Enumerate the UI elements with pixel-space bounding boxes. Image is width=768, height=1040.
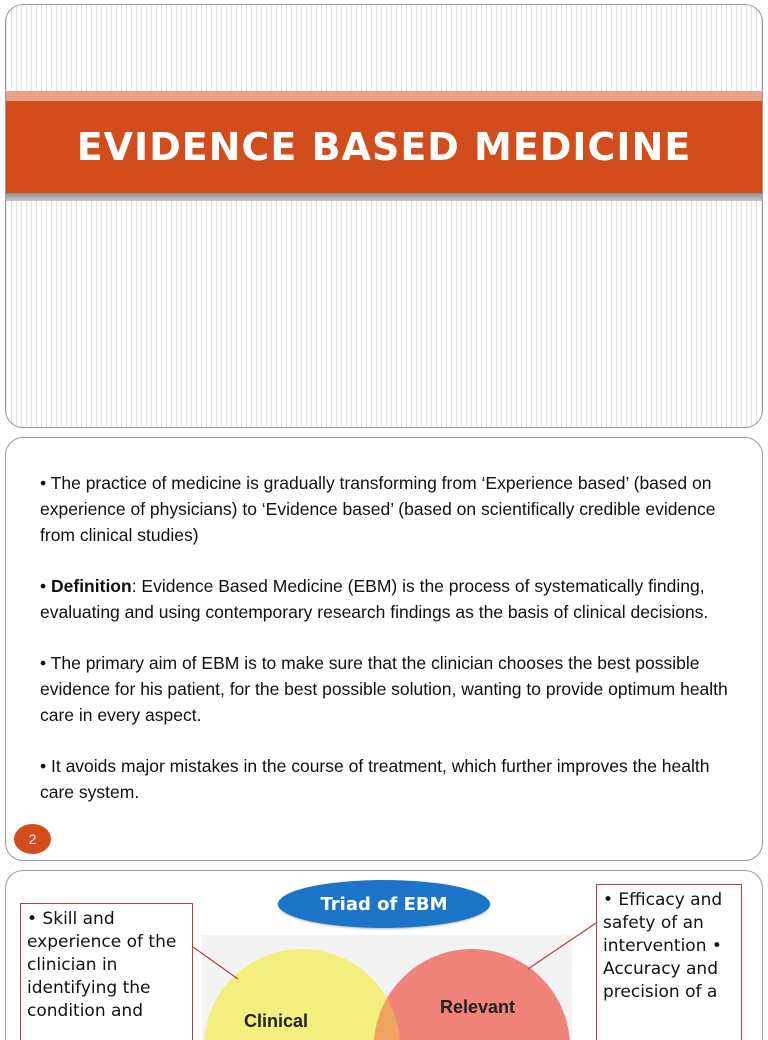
triad-slide (5, 870, 763, 1040)
title-band (6, 101, 762, 193)
title-band-shadow (6, 193, 762, 201)
bullet-item: • It avoids major mistakes in the course of treatment, which further improves the health care system. (40, 756, 710, 802)
bullet-list (40, 470, 730, 830)
content-slide (5, 437, 763, 861)
triad-label: Triad of EBM (278, 880, 490, 928)
evidence-box: • Efficacy and safety of an intervention • Accuracy and precision of a (596, 884, 742, 1040)
bullet-item (40, 573, 730, 625)
venn-label-left: Clinical (244, 1011, 309, 1031)
bullet-item: • The practice of medicine is gradually transforming from ‘Experience based’ (based on experience of physicians) to ‘Evidence based’ (based on scientifically credible evidence from clinical studies) (40, 473, 716, 545)
slide-title: EVIDENCE BASED MEDICINE (76, 125, 692, 169)
venn-label-right: Relevant (440, 997, 516, 1017)
definition-text: : Evidence Based Medicine (EBM) is the process of systematically finding, evaluating and using contemporary research findings as the basis of clinical decisions. (40, 576, 709, 622)
title-band-accent (6, 91, 762, 101)
page-number-badge: 2 (14, 824, 51, 854)
definition-term: Definition (51, 576, 132, 596)
title-slide (5, 4, 763, 428)
bullet-item: • The primary aim of EBM is to make sure that the clinician chooses the best possible evidence for his patient, for the best possible solution, wanting to provide optimum health care in every aspect. (40, 653, 728, 725)
clinician-skill-box: • Skill and experience of the clinician in identifying the condition and (20, 903, 193, 1040)
bullet-marker: • (40, 576, 51, 596)
